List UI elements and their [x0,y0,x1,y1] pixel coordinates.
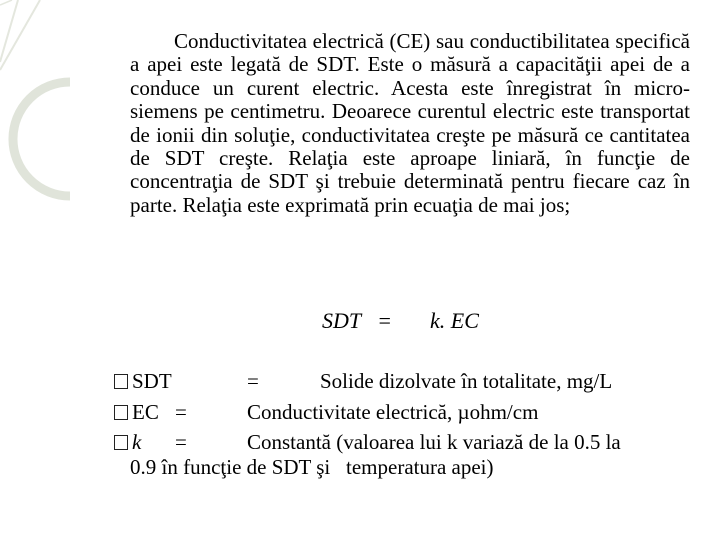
definition-term: EC [132,400,159,424]
definition-equals: = [175,430,187,454]
formula-equals: = [377,308,392,333]
definition-equals: = [247,369,259,393]
bullet-box-icon [114,405,128,420]
tds-formula [322,308,479,334]
definition-text: Constantă (valoarea lui k variază de la 0.5 la [247,430,621,454]
definition-continuation: 0.9 în funcţie de SDT şi temperatura apei) [130,455,494,479]
description-paragraph: Conductivitatea electrică (CE) sau conductibilitatea specifică a apei este legată de SDT. Este o măsură a capacităţii apei de a conduce un curent electric. Acesta este înregistrat în micro-siemens pe centimetru. Deoarece curentul electric este transportat de ionii din soluţie, conductivitatea creşte pe măsură ce cantitatea de SDT creşte. Relaţia este aproape liniară, în funcţie de concentraţia de SDT şi trebuie determinată pentru fiecare caz în parte. Relaţia este exprimată prin ecuaţia de mai jos; [130,29,690,217]
definition-text: Conductivitate electrică, µohm/cm [247,400,539,424]
formula-lhs: SDT [322,308,362,333]
definition-row-k [114,430,141,454]
bullet-box-icon [114,435,128,450]
definition-row-ec [114,400,159,424]
definition-term: k [132,430,142,454]
formula-rhs: k. EC [429,308,479,333]
curve-decoration [0,0,140,240]
bullet-box-icon [114,374,128,389]
definition-row-sdt [114,369,172,393]
definition-equals: = [175,400,187,424]
definition-term: SDT [132,369,172,393]
definition-text: Solide dizolvate în totalitate, mg/L [320,369,613,393]
